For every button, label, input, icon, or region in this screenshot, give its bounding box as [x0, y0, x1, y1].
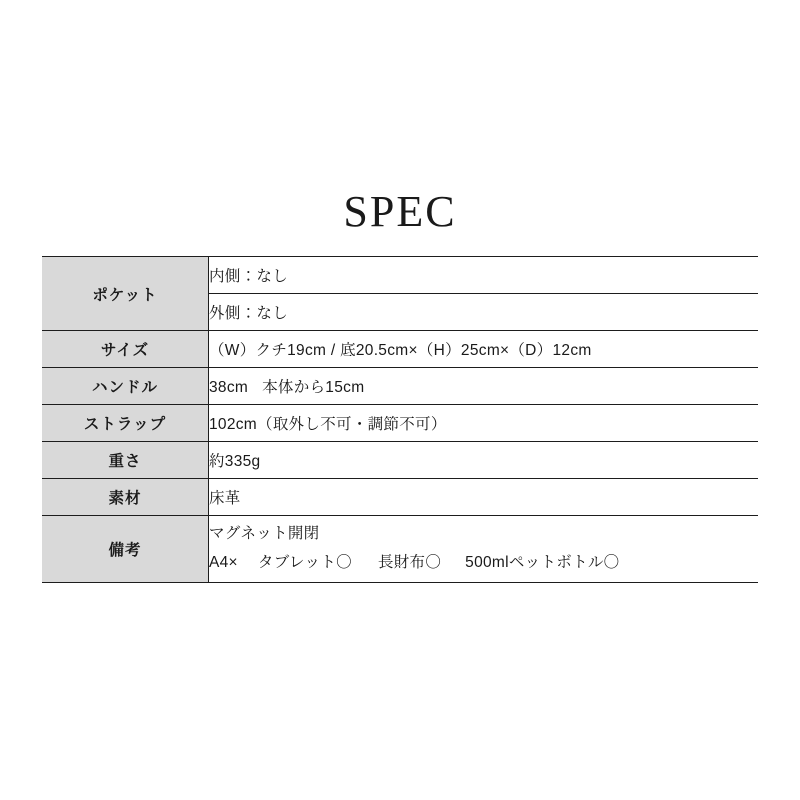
row-label-note: 備考 [42, 516, 209, 583]
row-label-size: サイズ [42, 331, 209, 368]
spec-table-container [42, 256, 758, 583]
row-value-handle [209, 368, 759, 405]
table-row [42, 516, 758, 583]
note-line-2 [209, 549, 758, 578]
table-row [42, 405, 758, 442]
row-label-pocket: ポケット [42, 257, 209, 331]
row-value-material: 床革 [209, 479, 759, 516]
note-line-1: マグネット開閉 [209, 525, 320, 543]
row-value-pocket-outer: 外側：なし [209, 294, 759, 331]
note-a4: A4× [209, 554, 238, 571]
table-row [42, 368, 758, 405]
note-bottle: 500mlペットボトル〇 [465, 554, 620, 571]
row-label-handle: ハンドル [42, 368, 209, 405]
note-tablet: タブレット〇 [257, 554, 352, 571]
row-label-weight: 重さ [42, 442, 209, 479]
table-row [42, 442, 758, 479]
table-row [42, 479, 758, 516]
row-value-strap: 102cm（取外し不可・調節不可） [209, 405, 759, 442]
row-value-note [209, 516, 759, 583]
row-value-pocket-inner: 内側：なし [209, 257, 759, 294]
row-value-weight: 約335g [209, 442, 759, 479]
row-value-size: （W）クチ19cm / 底20.5cm×（H）25cm×（D）12cm [209, 331, 759, 368]
handle-length: 38cm [209, 379, 249, 396]
spec-table [42, 256, 758, 583]
note-wallet: 長財布〇 [377, 554, 442, 571]
table-row [42, 331, 758, 368]
table-row [42, 257, 758, 294]
row-label-material: 素材 [42, 479, 209, 516]
handle-drop: 本体から15cm [262, 379, 365, 396]
page-title: SPEC [343, 187, 457, 236]
row-label-strap: ストラップ [42, 405, 209, 442]
